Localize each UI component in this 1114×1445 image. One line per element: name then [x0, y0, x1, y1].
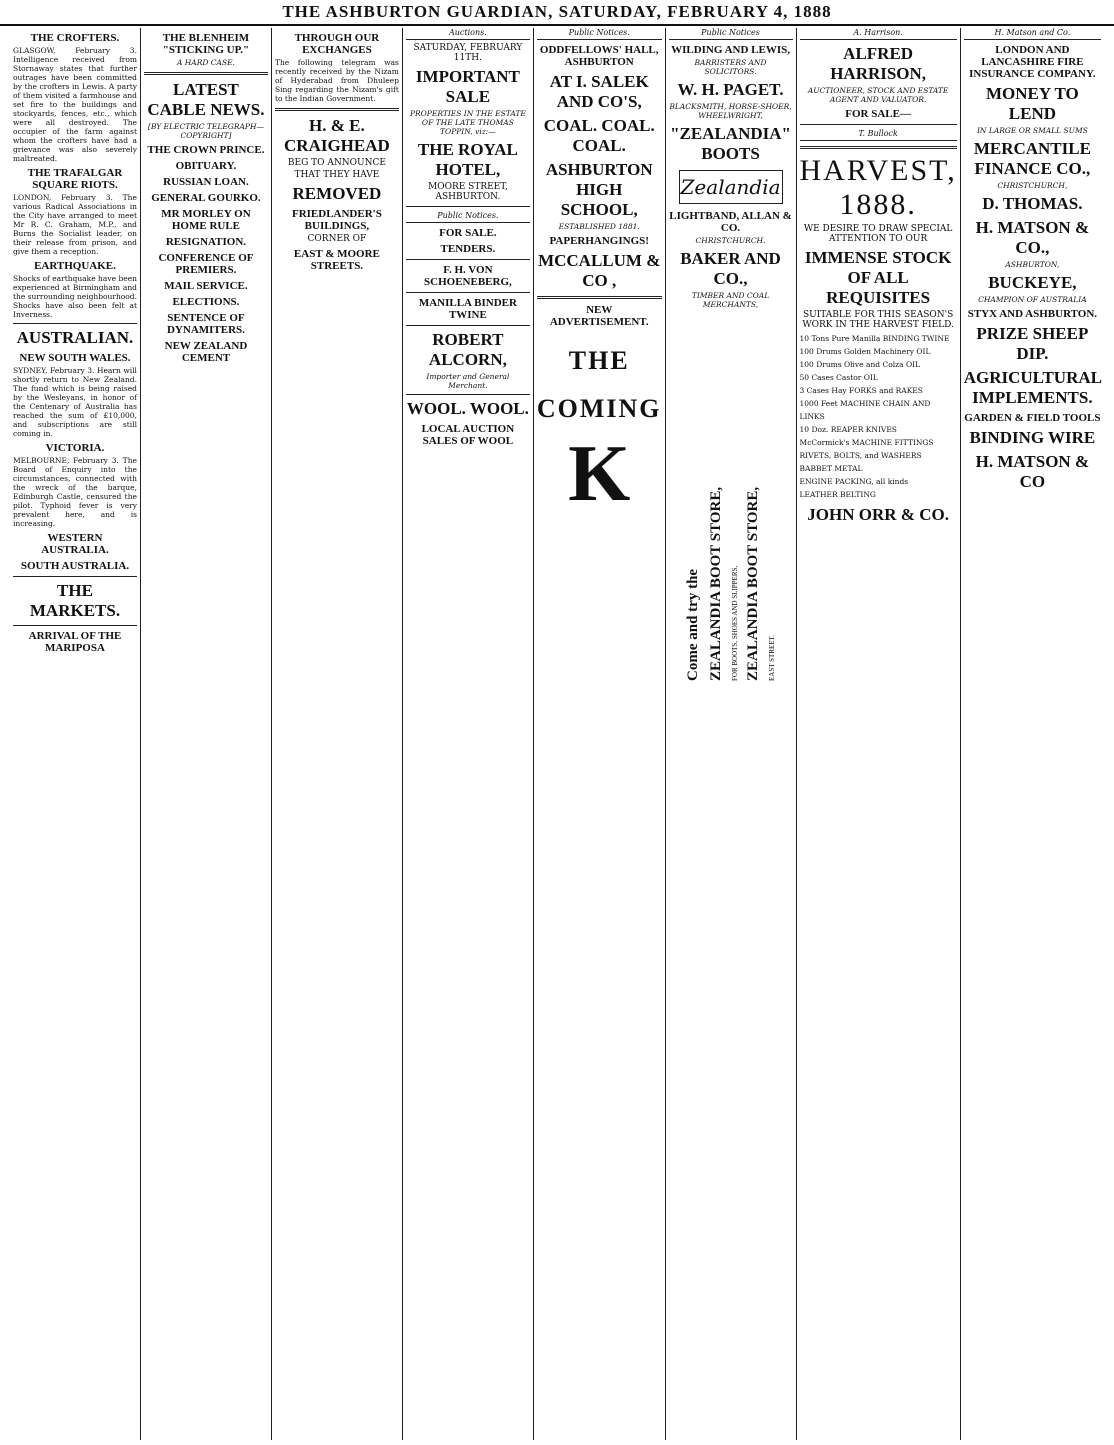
heading: MERCANTILE FINANCE CO., [973, 139, 1091, 178]
heading: OBITUARY. [175, 160, 237, 172]
divider [537, 296, 662, 299]
coming-the: THE [568, 346, 630, 375]
list-item: 100 Drums Golden Machinery OIL [799, 347, 931, 356]
subheading: A HARD CASE. [176, 58, 235, 67]
column-7 [797, 28, 961, 1440]
heading: GENERAL GOURKO. [151, 192, 261, 204]
heading: HARVEST, 1888. [799, 154, 957, 221]
heading: ELECTIONS. [172, 296, 240, 308]
heading: AUSTRALIAN. [16, 328, 134, 347]
divider [144, 72, 268, 75]
heading: LIGHTBAND, ALLAN & CO. [669, 210, 792, 234]
heading: LATEST CABLE NEWS. [147, 80, 265, 119]
divider [13, 576, 137, 577]
column-6 [666, 28, 797, 1440]
divider [406, 206, 530, 207]
divider [800, 146, 957, 149]
article-text: LONDON, February 3. The various Radical Associations in the City have arranged to meet Mr R. C. Graham, M.P., and Burns the Socialist leader, on their release from prison, and give them a reception. [13, 193, 137, 256]
subheading: ASHBURTON, [1005, 260, 1060, 269]
subheading: CHRISTCHURCH, [997, 181, 1068, 190]
column-header: Public Notices. [537, 28, 662, 40]
heading: COAL. COAL. COAL. [543, 116, 655, 155]
list-item: 1000 Feet MACHINE CHAIN AND LINKS [799, 399, 931, 421]
heading: EAST & MOORE STREETS. [293, 248, 380, 272]
heading: BINDING WIRE [969, 428, 1096, 447]
heading: MAIL SERVICE. [164, 280, 248, 292]
heading: VICTORIA. [45, 442, 105, 454]
heading: GARDEN & FIELD TOOLS [964, 412, 1101, 424]
vertical-line: ZEALANDIA BOOT STORE, [745, 486, 762, 681]
coming-word: COMING [536, 394, 662, 423]
subheading: BLACKSMITH, HORSE-SHOER, WHEELWRIGHT, [669, 102, 792, 120]
divider [13, 625, 137, 626]
heading: LONDON AND LANCASHIRE FIRE INSURANCE COMPANY. [969, 44, 1096, 80]
vertical-ad [669, 321, 793, 681]
list-item: 3 Cases Hay FORKS and RAKES [799, 386, 923, 395]
heading: WILDING AND LEWIS, [671, 44, 790, 56]
divider [13, 323, 137, 324]
heading: MCCALLUM & CO , [538, 251, 661, 290]
subheading: PROPERTIES IN THE ESTATE OF THE LATE THOMAS TOPPIN, viz:— [409, 109, 526, 136]
heading: STYX AND ASHBURTON. [967, 308, 1098, 320]
list-item: 100 Drums Olive and Colza OIL [799, 360, 921, 369]
column-3 [272, 28, 403, 1440]
heading: THE BLENHEIM "STICKING UP." [162, 32, 250, 56]
column-header: Auctions. [406, 28, 530, 40]
column-header: H. Matson and Co. [964, 28, 1101, 40]
column-header: Public Notices. [406, 211, 530, 223]
heading: AGRICULTURAL IMPLEMENTS. [963, 368, 1102, 407]
heading: MR MORLEY ON HOME RULE [161, 208, 251, 232]
heading: MONEY TO LEND [986, 84, 1079, 123]
ad-line: CORNER OF [307, 234, 367, 244]
masthead [0, 0, 1114, 26]
ad-line: WE DESIRE TO DRAW SPECIAL ATTENTION TO OUR [803, 224, 953, 244]
list-item: LEATHER BELTING [799, 490, 876, 499]
subheading: BARRISTERS AND SOLICITORS. [694, 58, 767, 76]
heading: SOUTH AUSTRALIA. [20, 560, 130, 572]
heading: RUSSIAN LOAN. [163, 176, 249, 188]
article-text: MELBOURNE, February 3. The Board of Enquiry into the circumstances, connected with the wreck of the barque, Edinburgh Castle, censured the pilot. Typhoid fever is very prevalent here, and is increasing. [13, 456, 137, 528]
article-text: Shocks of earthquake have been experienced at Birmingham and the surrounding neighbourhood. Shocks have also been felt at Inverness. [13, 274, 137, 319]
heading: PAPERHANGINGS! [549, 235, 649, 247]
heading: CONFERENCE OF PREMIERS. [158, 252, 254, 276]
heading: THE ROYAL HOTEL, [417, 140, 518, 179]
heading: NEW ADVERTISEMENT. [549, 304, 649, 328]
divider [406, 292, 530, 293]
heading: ROBERT ALCORN, [428, 330, 507, 369]
heading: EARTHQUAKE. [34, 260, 116, 272]
heading: NEW SOUTH WALES. [19, 352, 131, 364]
heading: ODDFELLOWS' HALL, ASHBURTON [539, 44, 659, 68]
heading: THE CROFTERS. [30, 32, 120, 44]
column-header: A. Harrison. [800, 28, 957, 40]
heading: ARRIVAL OF THE MARIPOSA [28, 630, 122, 654]
heading: THE TRAFALGAR SQUARE RIOTS. [27, 167, 123, 191]
column-header: T. Bullock [800, 129, 957, 141]
heading: RESIGNATION. [165, 236, 247, 248]
heading: ALFRED HARRISON, [830, 44, 927, 83]
heading: H. MATSON & CO., [975, 218, 1090, 257]
subheading: CHRISTCHURCH. [695, 236, 766, 245]
masthead-title: THE ASHBURTON GUARDIAN, SATURDAY, FEBRUARY 4, 1888 [282, 2, 832, 21]
divider [406, 325, 530, 326]
heading: THE CROWN PRINCE. [147, 144, 265, 156]
vertical-line: ZEALANDIA BOOT STORE, [708, 486, 725, 681]
heading: IMPORTANT SALE [415, 67, 520, 106]
list-item: RIVETS, BOLTS, and WASHERS [799, 451, 922, 460]
article-text: The following telegram was recently received by the Nizam of Hyderabad from Dhuleep Sing regarding the Nizam's gift to the Indian Government. [274, 58, 399, 103]
subheading: TIMBER AND COAL MERCHANTS, [691, 291, 770, 309]
coming-letter: K [568, 430, 631, 518]
heading: THROUGH OUR EXCHANGES [294, 32, 380, 56]
heading: JOHN ORR & CO. [807, 505, 949, 524]
heading: FRIEDLANDER'S BUILDINGS, [291, 208, 382, 232]
column-2 [141, 28, 272, 1440]
heading: ASHBURTON HIGH SCHOOL, [545, 160, 653, 219]
column-header: Public Notices [669, 28, 793, 40]
article-text: SYDNEY, February 3. Hearn will shortly return to New Zealand. The fund which is being raised by the Wesleyans, in honor of the Centenary of Australia has reached the sum of £10,000, and subscriptions are still coming in. [13, 366, 137, 438]
heading: H. & E. CRAIGHEAD [284, 116, 390, 155]
heading: AT I. SALEK AND CO'S, [549, 72, 649, 111]
heading: FOR SALE— [845, 108, 911, 120]
subheading: Importer and General Merchant. [426, 372, 510, 390]
ad-line: SUITABLE FOR THIS SEASON'S WORK IN THE HARVEST FIELD. [802, 310, 954, 330]
heading: D. THOMAS. [982, 194, 1083, 213]
heading: H. MATSON & CO [975, 452, 1090, 491]
ad-line: MOORE STREET, ASHBURTON. [427, 182, 508, 202]
ad-line: THAT THEY HAVE [294, 170, 380, 180]
heading: IMMENSE STOCK OF ALL REQUISITES [804, 248, 952, 307]
divider [406, 259, 530, 260]
divider [406, 394, 530, 395]
list-item: McCormick's MACHINE FITTINGS [799, 438, 934, 447]
vertical-line: EAST STREET. [768, 634, 777, 681]
heading: MANILLA BINDER TWINE [418, 297, 517, 321]
heading: BAKER AND CO., [680, 249, 781, 288]
columns [10, 28, 1104, 1440]
zealandia-logo: Zealandia [679, 170, 783, 204]
heading: BUCKEYE, [988, 273, 1077, 292]
column-8 [961, 28, 1104, 1440]
list-item: 50 Cases Castor OIL [799, 373, 878, 382]
list-item: ENGINE PACKING, all kinds [799, 477, 909, 486]
heading: WOOL. WOOL. [406, 399, 529, 418]
subheading: AUCTIONEER, STOCK AND ESTATE AGENT AND VALUATOR. [807, 86, 949, 104]
vertical-line: Come and try the [685, 568, 702, 681]
subheading: ESTABLISHED 1881. [558, 222, 640, 231]
heading: PRIZE SHEEP DIP. [976, 324, 1089, 363]
heading: SENTENCE OF DYNAMITERS. [166, 312, 245, 336]
heading: WESTERN AUSTRALIA. [41, 532, 109, 556]
heading: NEW ZEALAND CEMENT [164, 340, 248, 364]
subheading: IN LARGE OR SMALL SUMS [976, 126, 1088, 135]
list-item: 10 Tons Pure Manilla BINDING TWINE [799, 334, 950, 343]
ad-line: SATURDAY, FEBRUARY 11TH. [413, 43, 523, 63]
heading: THE MARKETS. [29, 581, 121, 620]
heading: TENDERS. [440, 243, 496, 255]
heading: FOR SALE. [439, 227, 497, 239]
heading: W. H. PAGET. [677, 80, 784, 99]
heading: LOCAL AUCTION SALES OF WOOL [421, 423, 515, 447]
ad-line: BEG TO ANNOUNCE [287, 158, 386, 168]
divider [275, 108, 399, 111]
column-1 [10, 28, 141, 1440]
article-text: GLASGOW, February 3. Intelligence received from Stornaway states that further outrages have been committed by the crofters in Lewis. A party of them visited a farmhouse and set fire to the buildings and stockyards, fences, etc., which were all destroyed. The occupier of the farm against whom the crofters have had a grievance was also severely maltreated. [13, 46, 137, 163]
divider [800, 124, 957, 125]
list-item: 10 Doz. REAPER KNIVES [799, 425, 897, 434]
heading: "ZEALANDIA" BOOTS [670, 124, 791, 163]
subheading: [BY ELECTRIC TELEGRAPH—COPYRIGHT] [147, 122, 265, 140]
heading: F. H. VON SCHOENEBERG, [424, 264, 512, 288]
heading: REMOVED [292, 184, 382, 203]
column-5 [534, 28, 666, 1440]
list-item: BABBET METAL [799, 464, 863, 473]
subheading: CHAMPION OF AUSTRALIA [978, 295, 1087, 304]
column-4 [403, 28, 534, 1440]
vertical-line: FOR BOOTS, SHOES AND SLIPPERS, [731, 565, 740, 681]
stock-list [800, 332, 957, 501]
